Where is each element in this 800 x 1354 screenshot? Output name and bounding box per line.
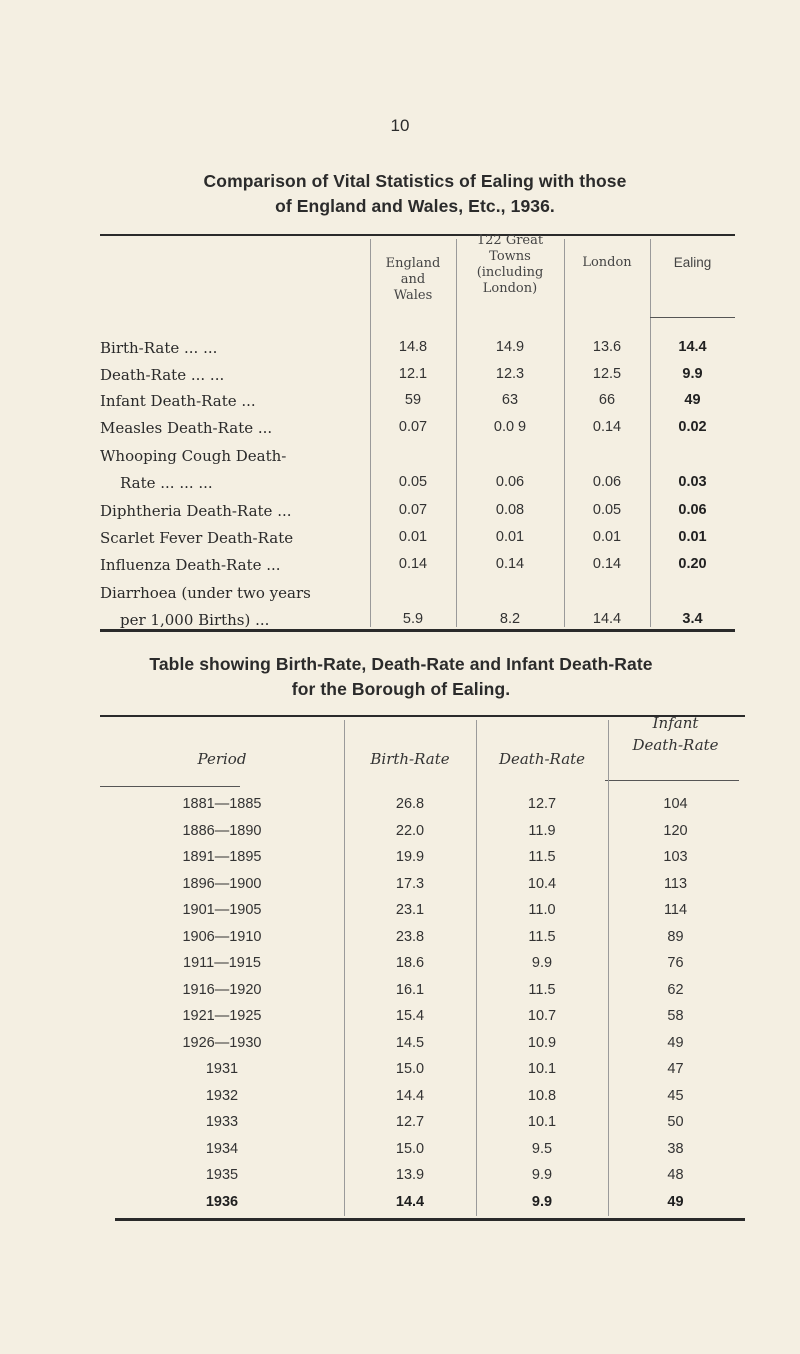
period-cell: 1932 [205, 1087, 239, 1104]
table1-top-rule [100, 234, 735, 236]
birth-rate-cell: 14.5 [395, 1034, 425, 1051]
death-rate-cell: 11.5 [528, 849, 556, 865]
death-rate-cell: 10.8 [527, 1087, 557, 1104]
cell-value: 12.5 [592, 366, 622, 382]
infant-death-rate-cell: 47 [667, 1061, 684, 1077]
birth-rate-cell: 18.6 [395, 955, 425, 971]
row-label-scarlet-fever-death-rate: Scarlet Fever Death-Rate [100, 529, 294, 547]
infant-death-rate-cell: 120 [663, 822, 688, 839]
birth-rate-cell: 14.4 [395, 1193, 425, 1210]
cell-value-ealing: 0.03 [678, 474, 707, 490]
period-cell: 1934 [205, 1140, 239, 1157]
cell-value: 13.6 [592, 339, 622, 355]
infant-death-rate-cell: 62 [667, 981, 684, 998]
period-cell: 1916—1920 [182, 981, 262, 998]
birth-rate-cell: 16.1 [395, 981, 425, 998]
period-cell: 1921—1925 [182, 1008, 262, 1024]
cell-value: 14.9 [495, 339, 525, 355]
death-rate-cell: 10.1 [527, 1061, 557, 1077]
table1-title-line2: of England and Wales, Etc., 1936. [275, 196, 555, 216]
death-rate-cell: 9.5 [531, 1140, 553, 1157]
table2-title-line2: for the Borough of Ealing. [291, 679, 511, 699]
death-rate-cell: 11.9 [528, 822, 556, 839]
cell-value: 0.01 [495, 529, 525, 545]
col-header-london: London [582, 255, 632, 270]
birth-rate-cell: 23.1 [395, 902, 425, 918]
cell-value: 0.05 [398, 474, 428, 490]
cell-value: 0.08 [495, 502, 525, 518]
table1-title [0, 169, 800, 219]
birth-rate-cell: 15.0 [395, 1140, 425, 1157]
period-cell: 1936 [205, 1193, 239, 1210]
infant-death-rate-cell: 50 [667, 1114, 684, 1130]
period-cell: 1933 [205, 1114, 239, 1130]
birth-rate-cell: 14.4 [395, 1087, 425, 1104]
table2-title-line1: Table showing Birth-Rate, Death-Rate and Infant Death-Rate [149, 654, 653, 674]
row-label-diphtheria-death-rate: Diphtheria Death-Rate ... [100, 502, 292, 520]
death-rate-cell: 10.9 [527, 1034, 557, 1051]
table1-bottom-rule [100, 629, 735, 632]
table2-title [0, 652, 800, 702]
cell-value: 12.3 [495, 366, 525, 382]
birth-rate-cell: 19.9 [395, 849, 425, 865]
cell-value: 0.06 [592, 474, 622, 490]
infant-death-rate-cell: 89 [667, 928, 684, 945]
cell-value: 0.07 [398, 502, 428, 518]
death-rate-cell: 11.0 [528, 902, 556, 918]
row-label-whooping-cough-line1: Whooping Cough Death- [100, 447, 287, 465]
cell-value: 0.14 [495, 556, 525, 572]
col-header-england-wales: England and Wales [385, 256, 441, 303]
death-rate-cell: 11.5 [528, 928, 556, 945]
infant-death-rate-cell: 58 [667, 1008, 684, 1024]
row-label-diarrhoea-line2: per 1,000 Births) ... [120, 611, 270, 629]
infant-death-rate-cell: 103 [663, 849, 688, 865]
cell-value: 14.4 [592, 611, 622, 627]
cell-value: 14.8 [398, 339, 428, 355]
cell-value-ealing: 0.02 [678, 419, 707, 435]
period-cell: 1911—1915 [183, 955, 261, 971]
row-label-diarrhoea-line1: Diarrhoea (under two years [100, 584, 311, 602]
period-cell: 1935 [205, 1167, 239, 1183]
death-rate-cell: 10.4 [527, 875, 557, 892]
table1-ealing-head-rule [650, 317, 735, 318]
infant-death-rate-cell: 113 [663, 875, 688, 892]
page-number: 10 [390, 116, 410, 135]
col-header-birth-rate: Birth-Rate [370, 750, 450, 768]
death-rate-cell: 9.9 [531, 955, 553, 971]
period-cell: 1901—1905 [182, 902, 262, 918]
cell-value-ealing: 0.20 [678, 556, 707, 572]
infant-death-rate-cell: 114 [663, 902, 688, 918]
table1-title-line1: Comparison of Vital Statistics of Ealing with those [203, 171, 627, 191]
period-cell: 1881—1885 [182, 796, 262, 812]
death-rate-cell: 9.9 [531, 1167, 553, 1183]
period-cell: 1891—1895 [182, 849, 262, 865]
ealing-rates-by-period-table [100, 712, 745, 1222]
row-label-measles-death-rate: Measles Death-Rate ... [100, 419, 273, 437]
col-header-period: Period [197, 750, 247, 768]
cell-value-ealing: 9.9 [682, 366, 703, 382]
col-header-ealing: Ealing [673, 255, 712, 270]
cell-value: 0.0 9 [493, 419, 527, 435]
cell-value: 0.14 [398, 556, 428, 572]
cell-value-ealing: 0.06 [678, 502, 707, 518]
row-label-death-rate: Death-Rate ... ... [100, 366, 225, 384]
table2-header-rule [100, 786, 240, 787]
birth-rate-cell: 15.4 [395, 1008, 425, 1024]
period-cell: 1931 [205, 1061, 239, 1077]
cell-value: 0.06 [495, 474, 525, 490]
row-label-whooping-cough-line2: Rate ... ... ... [120, 474, 213, 492]
cell-value: 0.01 [592, 529, 622, 545]
infant-death-rate-cell: 49 [667, 1193, 684, 1210]
birth-rate-cell: 17.3 [395, 875, 425, 892]
cell-value: 63 [501, 392, 519, 408]
period-cell: 1896—1900 [182, 875, 262, 892]
col-header-great-towns: 122 Great Towns (including London) [476, 233, 544, 296]
death-rate-cell: 10.1 [527, 1114, 557, 1130]
cell-value-ealing: 0.01 [678, 529, 707, 545]
vital-statistics-comparison-table [100, 227, 735, 633]
row-label-infant-death-rate: Infant Death-Rate ... [100, 392, 256, 410]
cell-value: 0.01 [398, 529, 428, 545]
table2-bottom-rule [115, 1218, 745, 1221]
cell-value: 0.07 [398, 419, 428, 435]
death-rate-cell: 10.7 [527, 1008, 557, 1024]
cell-value: 0.14 [592, 419, 622, 435]
cell-value: 0.14 [592, 556, 622, 572]
death-rate-cell: 12.7 [527, 796, 557, 812]
infant-death-rate-cell: 38 [667, 1140, 684, 1157]
period-cell: 1886—1890 [182, 822, 262, 839]
birth-rate-cell: 12.7 [395, 1114, 425, 1130]
infant-death-rate-cell: 104 [663, 796, 688, 812]
period-cell: 1926—1930 [182, 1034, 262, 1051]
cell-value: 59 [404, 392, 422, 408]
row-label-influenza-death-rate: Influenza Death-Rate ... [100, 556, 281, 574]
infant-death-rate-cell: 45 [667, 1087, 684, 1104]
col-header-death-rate: Death-Rate [498, 750, 586, 768]
birth-rate-cell: 22.0 [395, 822, 425, 839]
birth-rate-cell: 23.8 [395, 928, 425, 945]
row-label-birth-rate: Birth-Rate ... ... [100, 339, 218, 357]
cell-value: 0.05 [592, 502, 622, 518]
cell-value: 5.9 [402, 611, 424, 627]
infant-death-rate-cell: 48 [667, 1167, 684, 1183]
cell-value-ealing: 49 [684, 392, 701, 408]
birth-rate-cell: 26.8 [395, 796, 425, 812]
infant-death-rate-cell: 49 [667, 1034, 684, 1051]
cell-value-ealing: 3.4 [682, 611, 703, 627]
infant-death-rate-cell: 76 [667, 955, 684, 971]
cell-value: 8.2 [499, 611, 521, 627]
col-header-infant-death-rate: Infant Death-Rate [632, 714, 719, 754]
table2-header-rule [605, 780, 739, 781]
birth-rate-cell: 13.9 [395, 1167, 425, 1183]
cell-value: 66 [598, 392, 616, 408]
cell-value: 12.1 [398, 366, 428, 382]
period-cell: 1906—1910 [182, 928, 262, 945]
death-rate-cell: 11.5 [528, 981, 556, 998]
cell-value-ealing: 14.4 [678, 339, 707, 355]
birth-rate-cell: 15.0 [395, 1061, 425, 1077]
death-rate-cell: 9.9 [531, 1193, 553, 1210]
